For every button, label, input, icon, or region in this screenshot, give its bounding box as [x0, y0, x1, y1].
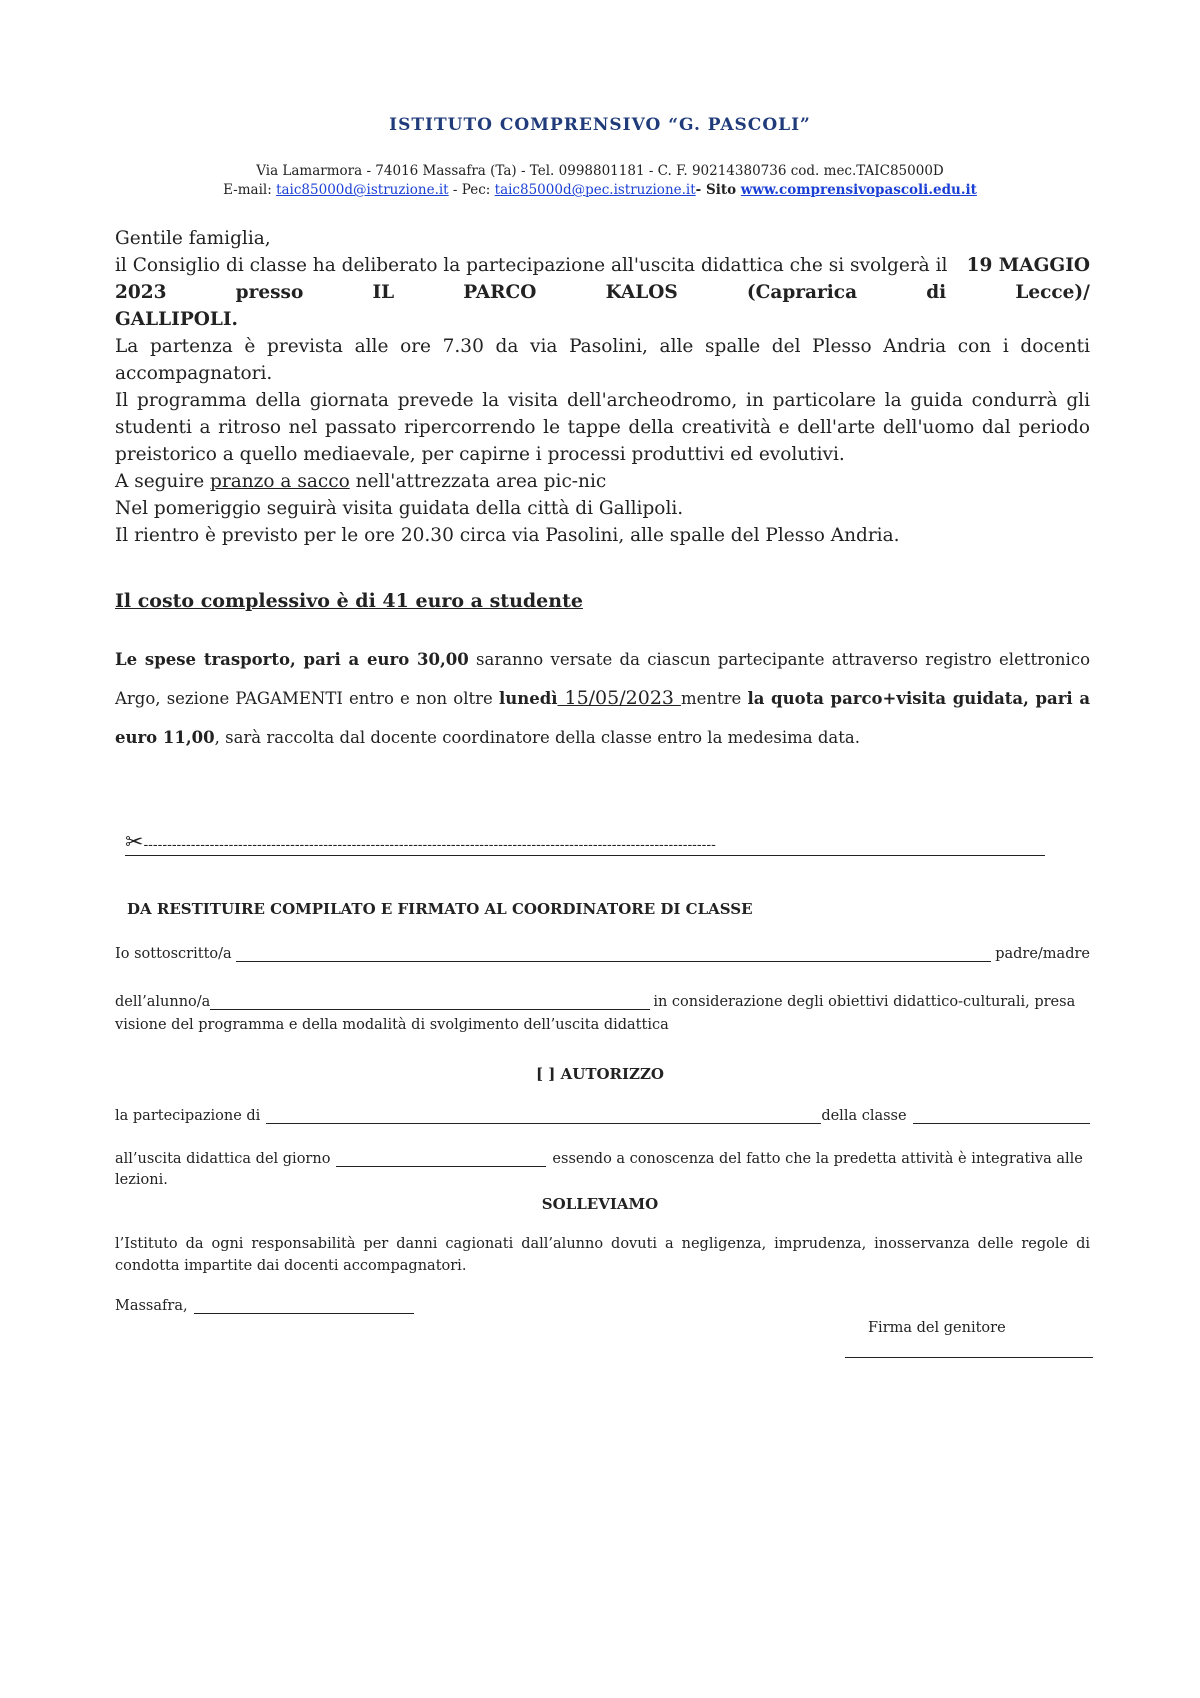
- program-line-3: preistorico a quello mediaevale, per capirne i processi produttivi ed evolutivi.: [115, 444, 845, 465]
- departure-line: La partenza è prevista alle ore 7.30 da via Pasolini, alle spalle del Plesso Andria con i docenti: [115, 336, 1090, 357]
- payment-paragraph: Le spese trasporto, pari a euro 30,00 saranno versate da ciascun partecipante attraverso registro elettronico Argo, sezione PAGAMENTI entro e non oltre lunedì 15/05/2023 mentre la quota parco+visita guidata, pari a euro 11,00, sarà raccolta dal docente coordinatore della classe entro la medesima data.: [115, 650, 1091, 747]
- letter-line-1: il Consiglio di classe ha deliberato la partecipazione all'uscita didattica che si svolgerà il 19 MAGGIO: [115, 252, 1090, 279]
- destination: GALLIPOLI.: [115, 309, 238, 330]
- student-row: dell’alunno/a in considerazione degli obiettivi didattico-culturali, presa: [115, 994, 1076, 1010]
- trip-date-bold: 19 MAGGIO: [966, 255, 1090, 276]
- visione-line: visione del programma e della modalità di svolgimento dell’uscita didattica: [115, 1017, 669, 1033]
- email-label: E-mail:: [223, 182, 277, 198]
- date-field[interactable]: [194, 1297, 414, 1314]
- liability-line-2: condotta impartite dai docenti accompagnatori.: [115, 1258, 467, 1274]
- letter-line-2: 2023 presso IL PARCO KALOS (Capraricа di Lecce)/: [115, 282, 1090, 303]
- signature-label: Firma del genitore: [868, 1320, 1006, 1336]
- solleviamo-heading: SOLLEVIAMO: [541, 1195, 659, 1213]
- departure-cont: accompagnatori.: [115, 363, 273, 384]
- lezioni-line: lezioni.: [115, 1172, 168, 1188]
- contact-line: [0, 182, 1200, 198]
- return-line: Il rientro è previsto per le ore 20.30 circa via Pasolini, alle spalle del Plesso Andria.: [115, 525, 900, 546]
- sito-label: - Sito: [695, 182, 741, 198]
- program-line-1: Il programma della giornata prevede la visita dell'archeodromo, in particolare la guida condurrà gli: [115, 390, 1090, 411]
- website-link[interactable]: www.comprensivopascoli.edu.it: [740, 182, 977, 198]
- lunch-line: A seguire pranzo a sacco nell'attrezzata area pic-nic: [115, 471, 607, 492]
- total-cost: Il costo complessivo è di 41 euro a studente: [115, 590, 583, 612]
- signer-name-field[interactable]: [236, 945, 992, 962]
- trip-day-row: all’uscita didattica del giorno essendo a conoscenza del fatto che la predetta attività è integrativa alle: [115, 1151, 1083, 1167]
- place-date-row: Massafra,: [115, 1297, 414, 1314]
- liability-line-1: l’Istituto da ogni responsabilità per danni cagionati dall’alunno dovuti a negligenza, imprudenza, inosservanza delle regole di: [115, 1236, 1090, 1252]
- trip-day-field[interactable]: [336, 1150, 546, 1167]
- class-field[interactable]: [913, 1107, 1090, 1124]
- address-line: Via Lamarmora - 74016 Massafra (Ta) - Tel. 0998801181 - C. F. 90214380736 cod. mec.TAIC85000D: [256, 163, 944, 179]
- afternoon-line: Nel pomeriggio seguirà visita guidata della città di Gallipoli.: [115, 498, 684, 519]
- school-name: ISTITUTO COMPRENSIVO “G. PASCOLI”: [389, 115, 811, 135]
- pec-label: - Pec:: [448, 182, 495, 198]
- pec-link[interactable]: taic85000d@pec.istruzione.it: [494, 182, 696, 198]
- deadline-date: 15/05/2023: [557, 687, 681, 709]
- signer-row: Io sottoscritto/a padre/madre: [115, 946, 1090, 962]
- signature-field[interactable]: [845, 1357, 1093, 1358]
- participation-row: la partecipazione di della classe: [115, 1107, 1090, 1124]
- program-line-2: studenti a ritroso nel passato ripercorrendo le tappe della creatività e dell'arte dell'uomo dal periodo: [115, 417, 1090, 438]
- cut-line: ✂-------------------------------------------------------------------------------------------------------------------------: [125, 830, 1045, 856]
- email-link[interactable]: taic85000d@istruzione.it: [276, 182, 449, 198]
- greeting: Gentile famiglia,: [115, 228, 271, 249]
- scissors-icon: ✂: [125, 830, 144, 855]
- form-heading: DA RESTITUIRE COMPILATO E FIRMATO AL COORDINATORE DI CLASSE: [127, 900, 753, 918]
- student-name-field[interactable]: [210, 993, 650, 1010]
- authorize-checkbox[interactable]: [ ] AUTORIZZO: [535, 1065, 665, 1083]
- letter-body: [115, 225, 1090, 549]
- participant-name-field[interactable]: [266, 1107, 821, 1124]
